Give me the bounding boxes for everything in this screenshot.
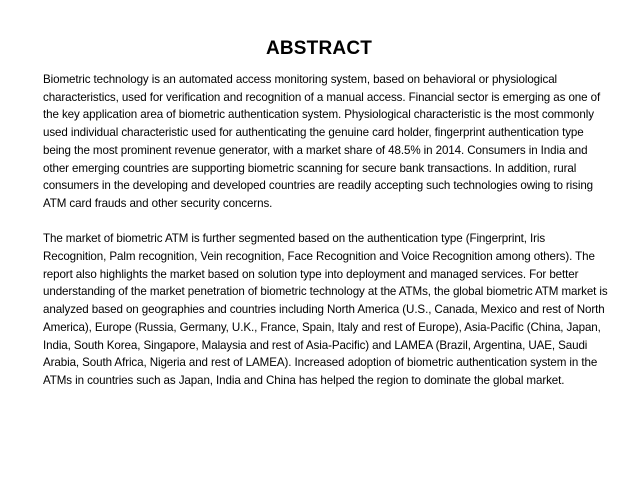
abstract-paragraph-2: The market of biometric ATM is further segmented based on the authentication type (Fingerprint, Iris Recognition, Palm recognition, Vein recognition, Face Recognition and Voice Recognition among others). The report also highlights the market based on solution type into deployment and managed services. For better understanding of the market penetration of biometric technology at the ATMs, the global biometric ATM market is analyzed based on geographies and countries including North America (U.S., Canada, Mexico and rest of North America), Europe (Russia, Germany, U.K., France, Spain, Italy and rest of Europe), Asia-Pacific (China, Japan, India, South Korea, Singapore, Malaysia and rest of Asia-Pacific) and LAMEA (Brazil, Argentina, UAE, Saudi Arabia, South Africa, Nigeria and rest of LAMEA). Increased adoption of biometric authentication system in the ATMs in countries such as Japan, India and China has helped the region to dominate the global market. — [43, 232, 608, 387]
abstract-paragraph-1: Biometric technology is an automated access monitoring system, based on behavioral or physiological characteristics, used for verification and recognition of a manual access. Financial sector is emerging as one of the key application area of biometric authentication system. Physiological characteristic is the most commonly used individual characteristic used for authenticating the genuine card holder, fingerprint authentication type being the most prominent revenue generator, with a market share of 48.5% in 2014. Consumers in India and other emerging countries are supporting biometric scanning for secure bank transactions. In addition, rural consumers in the developing and developed countries are readily accepting such technologies owing to rising ATM card frauds and other security concerns. — [43, 73, 601, 210]
page-title: ABSTRACT — [265, 38, 373, 59]
abstract-body — [43, 71, 609, 390]
